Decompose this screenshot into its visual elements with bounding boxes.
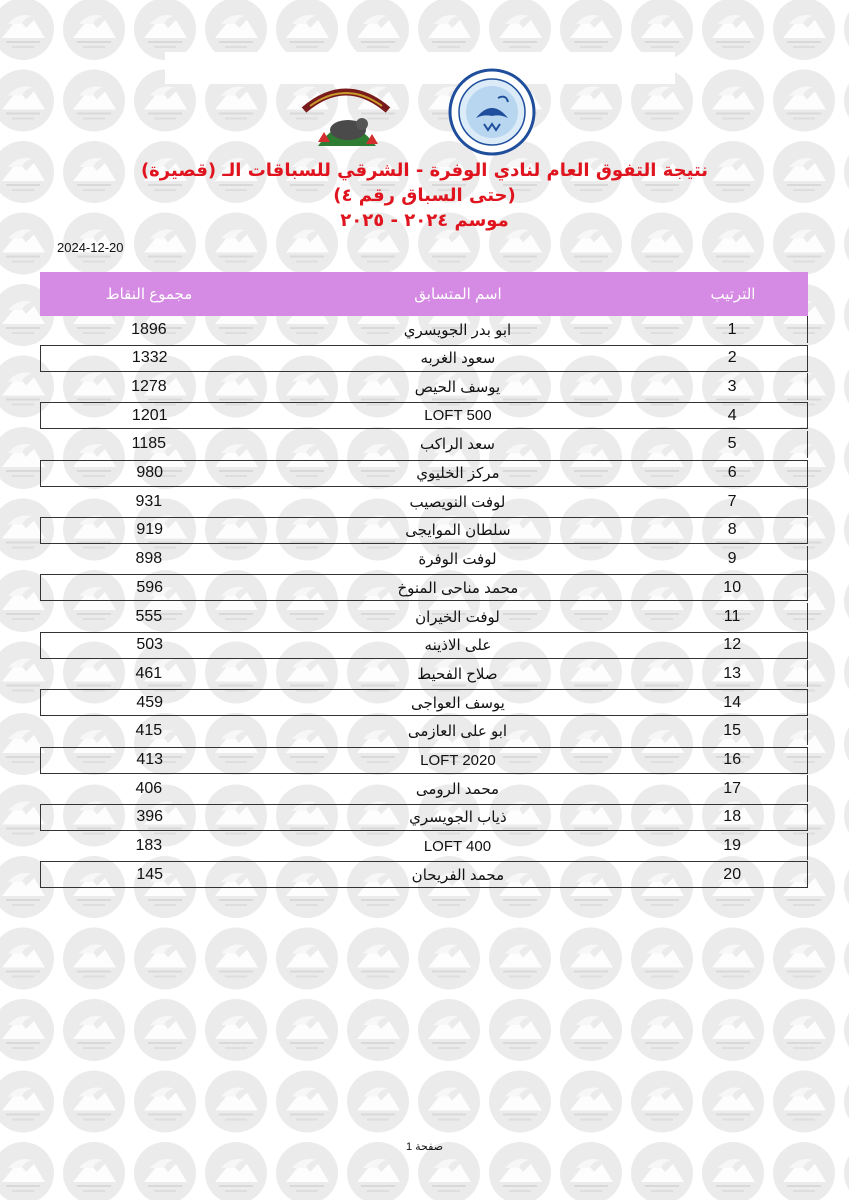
results-table bbox=[40, 272, 808, 884]
points-cell: 919 bbox=[136, 521, 164, 539]
points-cell: 1185 bbox=[131, 435, 167, 453]
table-row bbox=[40, 373, 808, 400]
header-points: مجموع النقاط bbox=[105, 286, 193, 303]
header-rank: الترتيب bbox=[710, 286, 756, 303]
title-block bbox=[0, 158, 849, 233]
page-subtitle: (حتى السباق رقم ٤) bbox=[333, 185, 516, 206]
points-cell: 980 bbox=[136, 464, 164, 481]
points-cell: 503 bbox=[136, 636, 164, 654]
rank-cell: 2 bbox=[727, 349, 737, 367]
name-cell: ذياب الجويسري bbox=[409, 809, 507, 827]
name-cell: ابو بدر الجويسري bbox=[403, 321, 512, 339]
table-row bbox=[40, 402, 808, 429]
name-cell: ابو على العازمى bbox=[407, 723, 508, 741]
rank-cell: 11 bbox=[723, 607, 741, 625]
table-row bbox=[40, 632, 808, 659]
rank-cell: 6 bbox=[727, 464, 737, 481]
rank-cell: 8 bbox=[727, 521, 737, 539]
rank-cell: 4 bbox=[727, 406, 737, 424]
points-cell: 413 bbox=[136, 751, 164, 768]
points-cell: 931 bbox=[135, 492, 163, 510]
table-row bbox=[40, 804, 808, 831]
points-cell: 1896 bbox=[131, 320, 167, 338]
rank-cell: 9 bbox=[727, 550, 737, 568]
rank-cell: 17 bbox=[723, 779, 741, 797]
report-date: 2024-12-20 bbox=[57, 240, 124, 255]
points-cell: 145 bbox=[136, 865, 164, 883]
name-cell: محمد الفريحان bbox=[411, 866, 505, 884]
table-row bbox=[40, 689, 808, 716]
page-number: صفحة 1 bbox=[405, 1141, 444, 1153]
table-row bbox=[40, 431, 808, 458]
name-cell: لوفت النويصيب bbox=[409, 493, 506, 511]
table-row bbox=[40, 316, 808, 343]
table-row bbox=[40, 718, 808, 745]
rank-cell: 19 bbox=[723, 837, 741, 855]
page-title: نتيجة التفوق العام لنادي الوفرة - الشرقي للسباقات الـ (قصيرة) bbox=[140, 160, 709, 181]
name-cell: لوفت الخيران bbox=[415, 608, 500, 626]
name-cell: محمد مناحى المنوخ bbox=[397, 579, 519, 597]
name-cell: محمد الرومى bbox=[415, 780, 500, 798]
table-row bbox=[40, 603, 808, 630]
rank-cell: 3 bbox=[727, 377, 737, 395]
header-blank-bar bbox=[165, 52, 675, 84]
name-cell: LOFT 2020 bbox=[420, 751, 496, 769]
name-cell: سلطان الموايجى bbox=[405, 522, 511, 540]
name-cell: لوفت الوفرة bbox=[418, 551, 497, 569]
points-cell: 1332 bbox=[131, 349, 168, 367]
table-row bbox=[40, 345, 808, 372]
table-row bbox=[40, 517, 808, 544]
points-cell: 461 bbox=[135, 664, 163, 682]
rank-cell: 20 bbox=[723, 865, 742, 883]
rank-cell: 18 bbox=[723, 808, 742, 826]
name-cell: سعد الراكب bbox=[420, 436, 495, 454]
points-cell: 1278 bbox=[131, 377, 167, 395]
table-row bbox=[40, 861, 808, 888]
table-row bbox=[40, 488, 808, 515]
points-cell: 898 bbox=[135, 550, 163, 568]
points-cell: 415 bbox=[135, 722, 163, 740]
points-cell: 459 bbox=[136, 693, 164, 711]
points-cell: 1201 bbox=[131, 406, 168, 424]
rank-cell: 10 bbox=[723, 578, 742, 596]
table-row bbox=[40, 833, 808, 860]
kuwait-club-logo bbox=[296, 76, 396, 154]
name-cell: LOFT 400 bbox=[423, 837, 492, 855]
rank-cell: 12 bbox=[723, 636, 742, 654]
points-cell: 396 bbox=[136, 808, 164, 826]
season-label: موسم ٢٠٢٤ - ٢٠٢٥ bbox=[340, 210, 509, 231]
table-row bbox=[40, 460, 808, 487]
table-row bbox=[40, 574, 808, 601]
points-cell: 183 bbox=[135, 837, 163, 855]
rank-cell: 14 bbox=[723, 693, 742, 711]
rank-cell: 16 bbox=[723, 751, 742, 768]
table-row bbox=[40, 775, 808, 802]
table-header bbox=[40, 272, 808, 316]
name-cell: صلاح الفحيط bbox=[417, 665, 498, 683]
points-cell: 555 bbox=[135, 607, 163, 625]
rank-cell: 15 bbox=[723, 722, 741, 740]
name-cell: على الاذينه bbox=[424, 637, 492, 655]
header-name: اسم المتسابق bbox=[414, 286, 502, 303]
rank-cell: 1 bbox=[727, 320, 737, 338]
name-cell: يوسف العواجى bbox=[410, 694, 505, 712]
rank-cell: 13 bbox=[723, 664, 741, 682]
table-row bbox=[40, 747, 808, 774]
name-cell: سعود الغربه bbox=[420, 350, 496, 368]
club-emblem-logo bbox=[448, 68, 536, 156]
name-cell: LOFT 500 bbox=[424, 407, 492, 425]
name-cell: يوسف الحيص bbox=[414, 378, 501, 396]
table-row bbox=[40, 660, 808, 687]
name-cell: مركز الخليوي bbox=[416, 465, 500, 482]
table-row bbox=[40, 546, 808, 573]
points-cell: 406 bbox=[135, 779, 163, 797]
points-cell: 596 bbox=[136, 578, 164, 596]
rank-cell: 7 bbox=[727, 492, 737, 510]
rank-cell: 5 bbox=[727, 435, 737, 453]
